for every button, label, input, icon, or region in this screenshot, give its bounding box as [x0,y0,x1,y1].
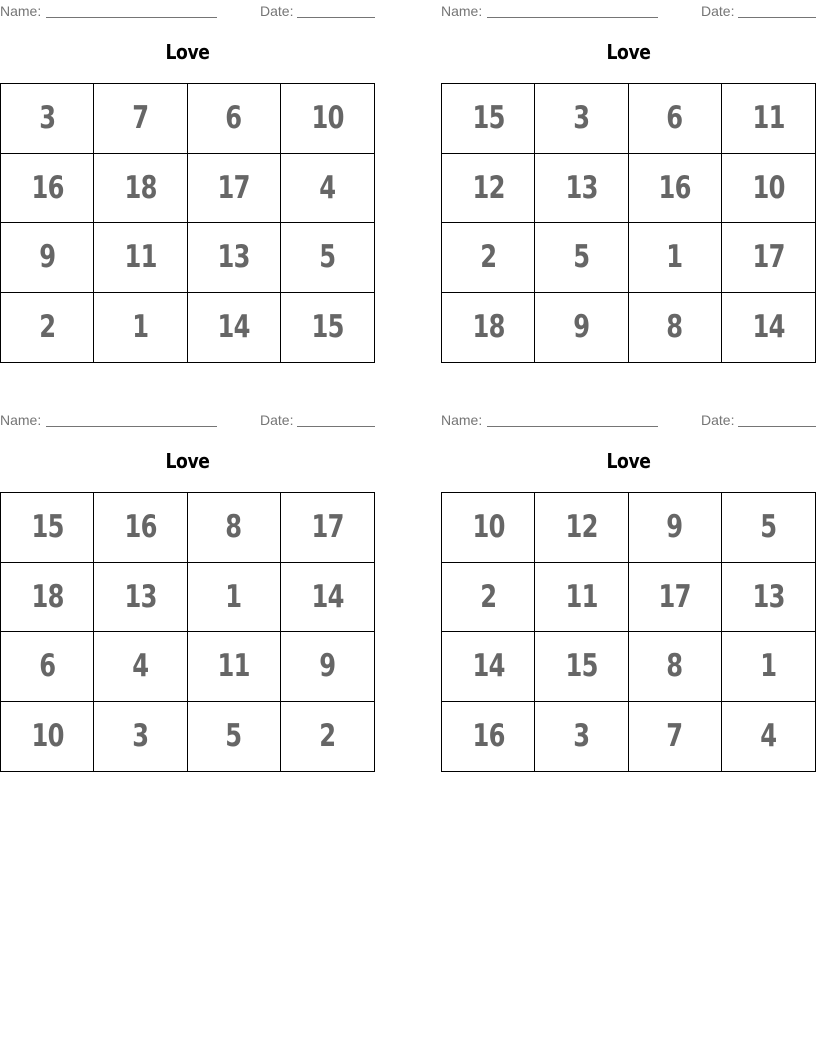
name-label: Name: [0,412,42,428]
name-label: Name: [441,3,483,19]
grid-cell: 13 [94,563,187,633]
grid-cell: 12 [535,493,628,563]
grid-cell: 3 [535,84,628,154]
grid-cell: 9 [535,293,628,363]
grid-cell: 16 [629,154,722,224]
grid-cell: 8 [629,293,722,363]
grid-cell: 15 [535,632,628,702]
grid-cell: 5 [535,223,628,293]
name-label: Name: [0,3,42,19]
date-line [738,426,816,427]
grid-cell: 12 [442,154,535,224]
grid-cell: 3 [1,84,94,154]
card-title: Love [165,449,210,473]
grid-cell: 5 [722,493,815,563]
card-title: Love [165,40,210,64]
grid-cell: 6 [1,632,94,702]
grid-cell: 10 [442,493,535,563]
name-label: Name: [441,412,483,428]
grid-cell: 11 [722,84,815,154]
grid-cell: 17 [629,563,722,633]
grid-cell: 16 [442,702,535,772]
grid-cell: 6 [188,84,281,154]
card-title: Love [606,449,651,473]
bingo-grid [0,83,375,363]
grid-cell: 2 [442,223,535,293]
grid-cell: 13 [535,154,628,224]
grid-cell: 4 [760,718,777,755]
grid-cell: 4 [281,154,374,224]
bingo-card-4 [441,409,816,774]
grid-cell: 18 [94,154,187,224]
date-line [738,17,816,18]
date-label: Date: [260,412,294,428]
grid-cell: 9 [629,493,722,563]
grid-cell: 14 [281,563,374,633]
grid-cell: 13 [188,223,281,293]
grid-cell: 1 [188,563,281,633]
name-line [46,17,217,18]
grid-cell: 3 [94,702,187,772]
grid-cell: 14 [188,293,281,363]
grid-cell: 1 [722,632,815,702]
date-line [297,426,375,427]
grid-cell: 5 [281,223,374,293]
grid-cell: 5 [188,702,281,772]
grid-cell: 18 [1,563,94,633]
date-line [297,17,375,18]
date-label: Date: [701,3,735,19]
grid-cell: 14 [752,309,785,346]
grid-cell: 2 [442,563,535,633]
grid-cell: 10 [281,84,374,154]
grid-cell: 15 [442,84,535,154]
grid-cell: 11 [535,563,628,633]
name-date-row [441,2,816,20]
grid-cell: 16 [94,493,187,563]
name-date-row [0,2,375,20]
grid-cell: 6 [629,84,722,154]
grid-cell: 2 [1,293,94,363]
grid-cell: 10 [1,702,94,772]
grid-cell: 13 [722,563,815,633]
grid-cell: 17 [188,154,281,224]
grid-cell: 17 [722,223,815,293]
date-label: Date: [260,3,294,19]
bingo-card-1 [0,0,375,365]
grid-cell: 11 [188,632,281,702]
grid-cell: 8 [629,632,722,702]
grid-cell: 16 [1,154,94,224]
grid-cell: 15 [1,493,94,563]
bingo-grid [441,492,816,772]
name-date-row [441,411,816,429]
date-label: Date: [701,412,735,428]
grid-cell: 1 [629,223,722,293]
grid-cell: 3 [535,702,628,772]
bingo-card-2 [441,0,816,365]
grid-cell: 15 [311,309,344,346]
bingo-grid [0,492,375,772]
name-date-row [0,411,375,429]
grid-cell: 14 [442,632,535,702]
grid-cell: 1 [94,293,187,363]
card-title: Love [606,40,651,64]
grid-cell: 4 [94,632,187,702]
grid-cell: 17 [281,493,374,563]
grid-cell: 9 [1,223,94,293]
name-line [487,17,658,18]
grid-cell: 18 [442,293,535,363]
grid-cell: 11 [94,223,187,293]
grid-cell: 7 [94,84,187,154]
name-line [46,426,217,427]
grid-cell: 9 [281,632,374,702]
bingo-card-3 [0,409,375,774]
grid-cell: 8 [188,493,281,563]
name-line [487,426,658,427]
grid-cell: 2 [319,718,336,755]
grid-cell: 7 [629,702,722,772]
grid-cell: 10 [722,154,815,224]
bingo-grid [441,83,816,363]
